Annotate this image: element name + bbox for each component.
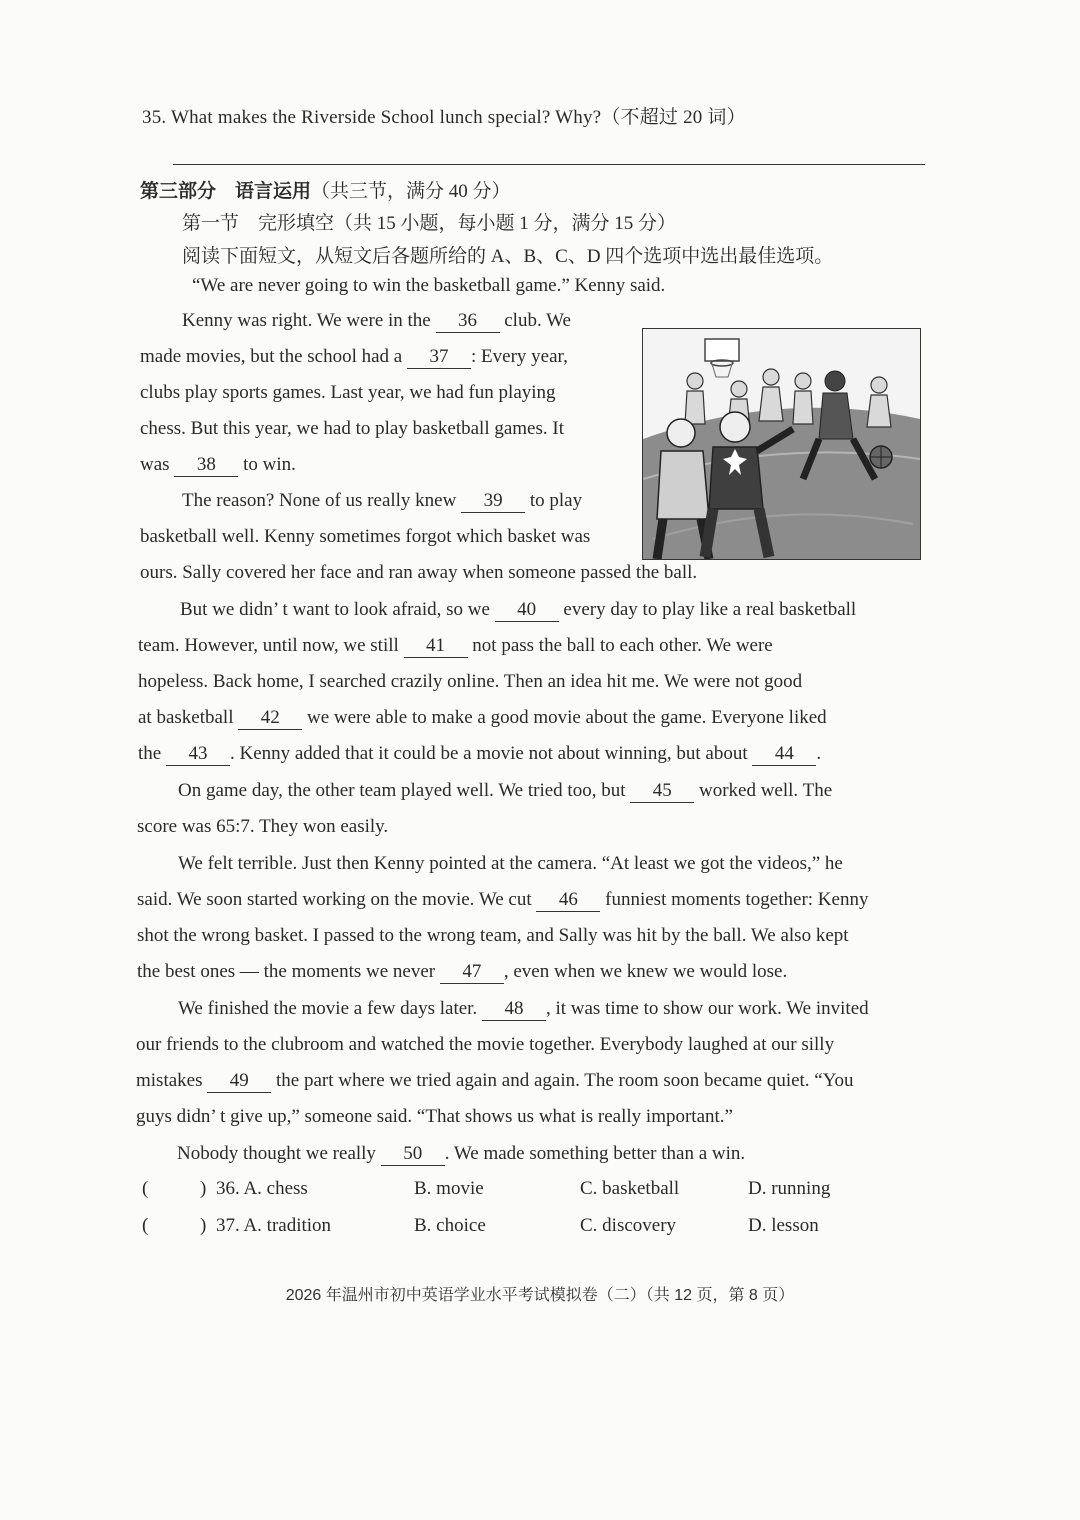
answer-line <box>173 164 925 165</box>
p5-line3: shot the wrong basket. I passed to the wrong team, and Sally was hit by the ball. We also kept <box>137 925 849 946</box>
opening-line: “We are never going to win the basketball game.” Kenny said. <box>192 275 666 296</box>
p1-line2: made movies, but the school had a 37 : Every year, <box>140 346 568 367</box>
option-row-36 <box>142 1178 902 1204</box>
option-36-c: C. basketball <box>580 1178 680 1199</box>
blank-49: 49 <box>207 1070 271 1093</box>
p6-line3: mistakes 49 the part where we tried again and again. The room soon became quiet. “You <box>136 1070 854 1091</box>
answer-paren-open: ( <box>142 1178 149 1199</box>
p1-line1: Kenny was right. We were in the 36 club. We <box>182 310 571 331</box>
question-35: 35. What makes the Riverside School lunch special? Why?（不超过 20 词） <box>142 107 746 128</box>
option-36-b: B. movie <box>414 1178 484 1199</box>
p3-line4: at basketball 42 we were able to make a good movie about the game. Everyone liked <box>138 707 827 728</box>
blank-43: 43 <box>166 743 230 766</box>
option-37-b: B. choice <box>414 1215 486 1236</box>
page-footer: 2026 年温州市初中英语学业水平考试模拟卷（二）（共 12 页，第 8 页） <box>285 1287 795 1304</box>
p4-line1: On game day, the other team played well. We tried too, but 45 worked well. The <box>178 780 833 801</box>
p5-line2: said. We soon started working on the movie. We cut 46 funniest moments together: Kenny <box>137 889 869 910</box>
blank-37: 37 <box>407 346 471 369</box>
part-title-sub: （共三节，满分 40 分） <box>311 181 511 202</box>
option-row-37 <box>142 1215 902 1241</box>
option-36-a: 36. A. chess <box>216 1178 308 1199</box>
p6-line4: guys didn’ t give up,” someone said. “That shows us what is really important.” <box>136 1106 733 1127</box>
blank-38: 38 <box>174 454 238 477</box>
blank-42: 42 <box>238 707 302 730</box>
p6-line1: We finished the movie a few days later. 48 , it was time to show our work. We invited <box>178 998 869 1019</box>
part-title <box>140 176 511 203</box>
blank-47: 47 <box>440 961 504 984</box>
blank-44: 44 <box>752 743 816 766</box>
answer-paren-open: ( <box>142 1215 149 1236</box>
p5-line1: We felt terrible. Just then Kenny pointed at the camera. “At least we got the videos,” he <box>178 853 843 874</box>
p1-line5: was 38 to win. <box>140 454 296 475</box>
p3-line1: But we didn’ t want to look afraid, so we 40 every day to play like a real basketball <box>180 599 857 620</box>
basketball-illustration <box>642 328 921 560</box>
option-37-d: D. lesson <box>748 1215 819 1236</box>
p3-line2: team. However, until now, we still 41 not pass the ball to each other. We were <box>138 635 773 656</box>
part-title-main: 第三部分 语言运用 <box>140 181 312 202</box>
blank-39: 39 <box>461 490 525 513</box>
p3-line3: hopeless. Back home, I searched crazily online. Then an idea hit me. We were not good <box>138 671 803 692</box>
basketball-players-icon <box>643 329 920 559</box>
blank-50: 50 <box>381 1143 445 1166</box>
answer-paren-close: ) <box>200 1215 207 1236</box>
p4-line2: score was 65:7. They won easily. <box>137 816 389 837</box>
p2-line3: ours. Sally covered her face and ran away when someone passed the ball. <box>140 562 698 583</box>
p2-line2: basketball well. Kenny sometimes forgot which basket was <box>140 526 591 547</box>
answer-paren-close: ) <box>200 1178 207 1199</box>
p1-line4: chess. But this year, we had to play basketball games. It <box>140 418 564 439</box>
p7-line1: Nobody thought we really 50 . We made something better than a win. <box>177 1143 746 1164</box>
p1-line3: clubs play sports games. Last year, we had fun playing <box>140 382 556 403</box>
instruction: 阅读下面短文，从短文后各题所给的 A、B、C、D 四个选项中选出最佳选项。 <box>182 246 834 267</box>
blank-45: 45 <box>630 780 694 803</box>
option-37-c: C. discovery <box>580 1215 677 1236</box>
blank-46: 46 <box>536 889 600 912</box>
p5-line4: the best ones — the moments we never 47 , even when we knew we would lose. <box>137 961 788 982</box>
blank-36: 36 <box>436 310 500 333</box>
blank-48: 48 <box>482 998 546 1021</box>
blank-40: 40 <box>495 599 559 622</box>
p2-line1: The reason? None of us really knew 39 to play <box>182 490 583 511</box>
option-36-d: D. running <box>748 1178 831 1199</box>
option-37-a: 37. A. tradition <box>216 1215 332 1236</box>
p3-line5: the 43 . Kenny added that it could be a movie not about winning, but about 44 . <box>138 743 822 764</box>
section-title: 第一节 完形填空（共 15 小题，每小题 1 分，满分 15 分） <box>182 213 677 234</box>
p6-line2: our friends to the clubroom and watched the movie together. Everybody laughed at our silly <box>136 1034 835 1055</box>
blank-41: 41 <box>404 635 468 658</box>
